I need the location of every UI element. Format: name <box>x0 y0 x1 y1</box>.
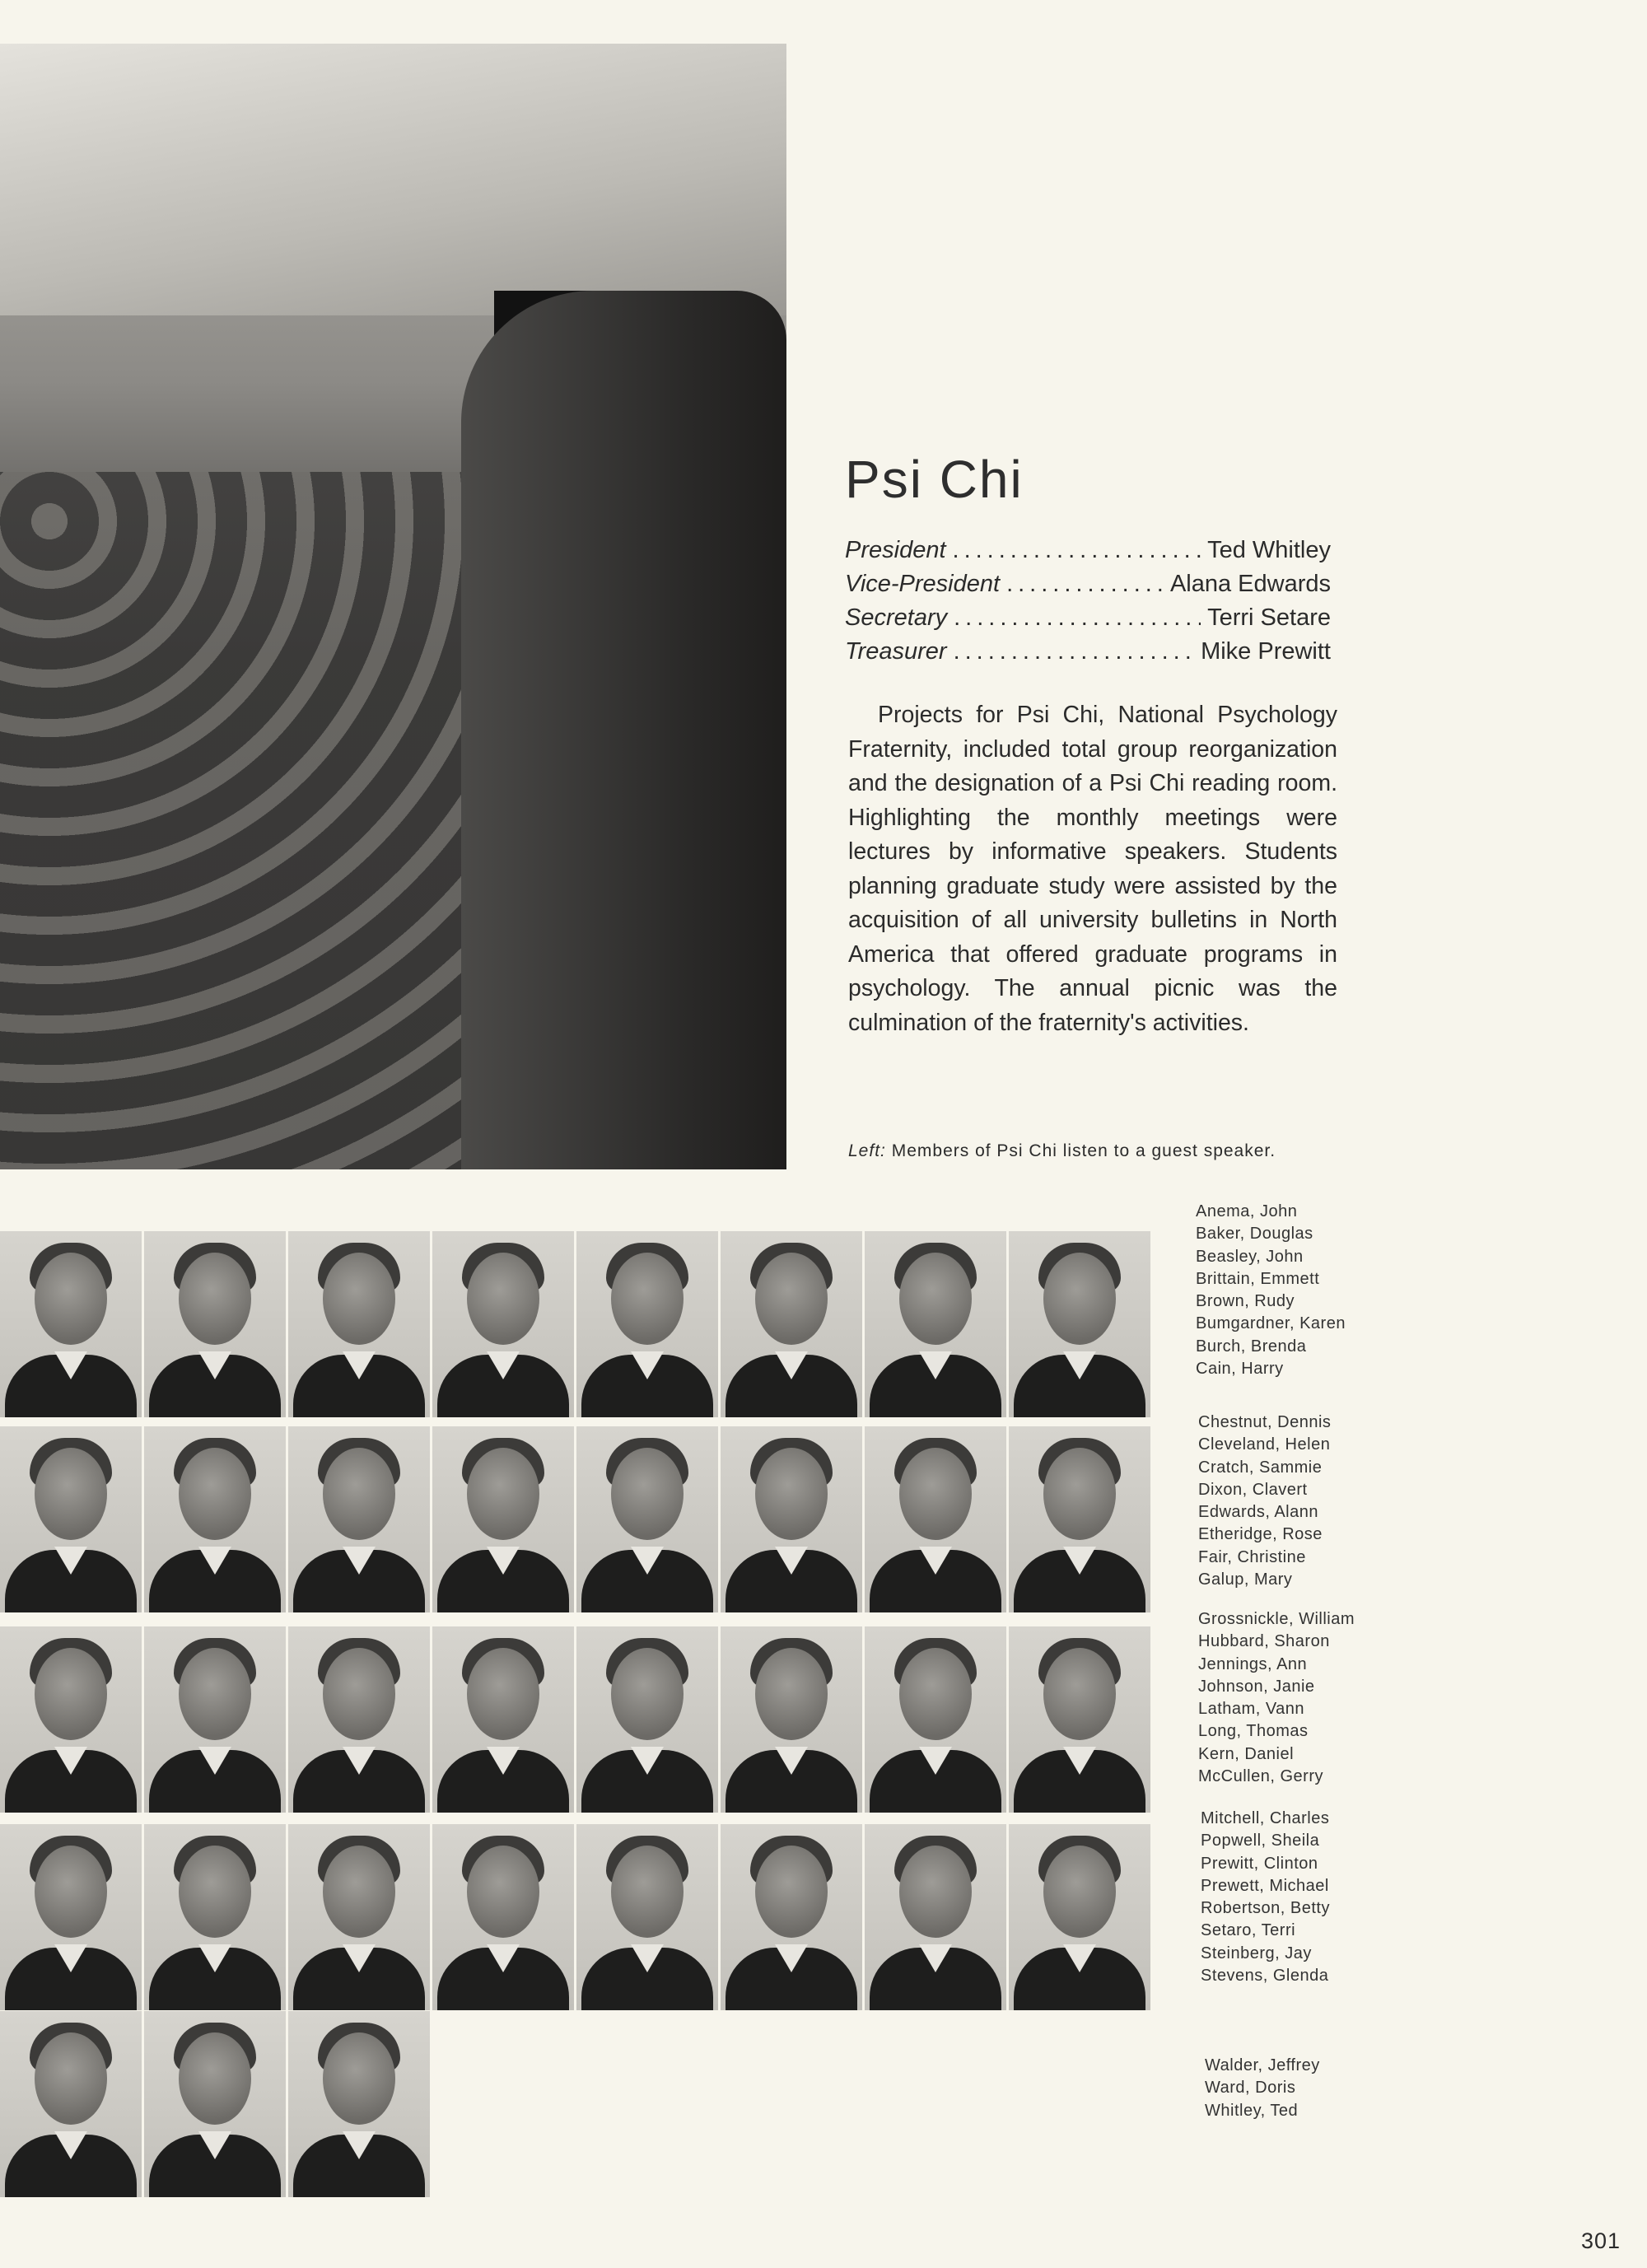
member-name: Baker, Douglas <box>1196 1225 1313 1244</box>
member-portrait <box>0 1426 142 1612</box>
portrait-head <box>1043 1253 1116 1345</box>
officer-role: President <box>845 537 946 563</box>
member-name: Robertson, Betty <box>1201 1899 1330 1918</box>
member-name: McCullen, Gerry <box>1198 1767 1323 1786</box>
member-portrait <box>432 1231 574 1417</box>
member-portrait <box>144 1426 286 1612</box>
member-name: Brown, Rudy <box>1196 1292 1295 1311</box>
officer-row-treasurer <box>845 635 1331 669</box>
portrait-head <box>35 1253 107 1345</box>
member-portrait <box>721 1824 862 2010</box>
portrait-head <box>35 1448 107 1540</box>
portrait-head <box>467 1448 539 1540</box>
name-list-2 <box>1198 1412 1331 1591</box>
member-portrait <box>1009 1231 1150 1417</box>
member-portrait <box>0 2011 142 2197</box>
member-name: Prewett, Michael <box>1201 1876 1329 1895</box>
member-portrait <box>0 1824 142 2010</box>
portrait-head <box>755 1448 828 1540</box>
member-name: Steinberg, Jay <box>1201 1944 1312 1962</box>
main-photo-lecture-audience <box>0 44 786 1169</box>
portrait-head <box>899 1846 972 1938</box>
member-portrait <box>721 1626 862 1813</box>
member-portrait <box>144 1626 286 1813</box>
officers-list <box>845 534 1331 669</box>
portrait-head <box>323 1253 395 1345</box>
member-name: Johnson, Janie <box>1198 1677 1315 1696</box>
portrait-head <box>179 1253 251 1345</box>
member-name: Walder, Jeffrey <box>1205 2056 1320 2074</box>
officer-row-vice-president <box>845 567 1331 601</box>
member-name: Edwards, Alann <box>1198 1503 1318 1522</box>
member-portrait <box>865 1824 1006 2010</box>
member-portrait <box>576 1426 718 1612</box>
portrait-head <box>899 1448 972 1540</box>
dot-leader <box>954 601 1201 635</box>
name-list-3 <box>1198 1608 1355 1788</box>
member-name: Prewitt, Clinton <box>1201 1854 1318 1873</box>
portrait-head <box>611 1846 684 1938</box>
portrait-head <box>179 1846 251 1938</box>
portrait-head <box>35 1648 107 1740</box>
portrait-head <box>323 2032 395 2125</box>
portrait-head <box>35 2032 107 2125</box>
portrait-head <box>179 1448 251 1540</box>
photo-caption <box>848 1141 1276 1161</box>
portrait-head <box>467 1253 539 1345</box>
member-name: Long, Thomas <box>1198 1722 1309 1741</box>
member-name: Cain, Harry <box>1196 1360 1284 1379</box>
officer-row-secretary <box>845 601 1331 635</box>
member-portrait <box>1009 1426 1150 1612</box>
portrait-head <box>899 1648 972 1740</box>
portrait-head <box>611 1648 684 1740</box>
officer-name: Terri Setare <box>1207 604 1331 631</box>
member-portrait <box>1009 1626 1150 1813</box>
member-name: Grossnickle, William <box>1198 1610 1355 1628</box>
member-portrait <box>288 1824 430 2010</box>
officer-name: Ted Whitley <box>1207 537 1331 563</box>
portrait-head <box>467 1846 539 1938</box>
portrait-head <box>179 2032 251 2125</box>
caption-text: Members of Psi Chi listen to a guest speaker. <box>891 1141 1276 1160</box>
member-portrait <box>721 1426 862 1612</box>
member-name: Mitchell, Charles <box>1201 1809 1330 1827</box>
member-name: Whitley, Ted <box>1205 2101 1299 2120</box>
member-name: Galup, Mary <box>1198 1570 1293 1589</box>
member-name: Burch, Brenda <box>1196 1337 1307 1356</box>
member-portrait <box>576 1626 718 1813</box>
portrait-head <box>755 1846 828 1938</box>
member-portrait <box>288 2011 430 2197</box>
photo-ceiling <box>0 44 786 315</box>
member-name: Cleveland, Helen <box>1198 1435 1331 1454</box>
caption-prefix: Left: <box>848 1141 886 1160</box>
member-portrait <box>432 1824 574 2010</box>
member-name: Jennings, Ann <box>1198 1654 1308 1673</box>
name-list-4 <box>1201 1808 1330 1987</box>
officer-role: Vice-President <box>845 571 1001 597</box>
member-portrait <box>144 1231 286 1417</box>
portrait-head <box>1043 1648 1116 1740</box>
member-portrait <box>144 2011 286 2197</box>
member-name: Dixon, Clavert <box>1198 1480 1308 1499</box>
page-number: 301 <box>1581 2228 1621 2253</box>
portrait-head <box>323 1448 395 1540</box>
portrait-grid <box>0 1219 1128 2191</box>
photo-speaker-silhouette <box>461 291 786 1169</box>
member-portrait <box>576 1824 718 2010</box>
portrait-head <box>467 1648 539 1740</box>
member-portrait <box>865 1626 1006 1813</box>
member-name: Bumgardner, Karen <box>1196 1314 1346 1333</box>
member-name: Ward, Doris <box>1205 2079 1296 2098</box>
member-portrait <box>865 1426 1006 1612</box>
portrait-head <box>755 1253 828 1345</box>
member-portrait <box>432 1626 574 1813</box>
member-portrait <box>288 1626 430 1813</box>
portrait-head <box>179 1648 251 1740</box>
portrait-head <box>611 1448 684 1540</box>
member-name: Stevens, Glenda <box>1201 1967 1329 1986</box>
body-paragraph: Projects for Psi Chi, National Psychology Fraternity, included total group reorganization and the designation of a Psi Chi reading room. Highlighting the monthly meetings were lectures by informative speakers. Students planning graduate study were assisted by the acquisition of all university bulletins in North America that offered graduate programs in psychology. The annual picnic was the culmination of the fraternity's activities. <box>848 702 1337 1036</box>
member-name: Kern, Daniel <box>1198 1744 1295 1763</box>
dot-leader <box>1006 567 1164 601</box>
member-portrait <box>576 1231 718 1417</box>
member-name: Brittain, Emmett <box>1196 1269 1320 1288</box>
officer-name: Mike Prewitt <box>1201 638 1331 665</box>
member-name: Etheridge, Rose <box>1198 1525 1323 1544</box>
officer-role: Treasurer <box>845 638 947 665</box>
member-portrait <box>288 1231 430 1417</box>
portrait-head <box>611 1253 684 1345</box>
member-name: Anema, John <box>1196 1202 1298 1220</box>
member-portrait <box>288 1426 430 1612</box>
portrait-head <box>1043 1846 1116 1938</box>
officer-row-president <box>845 534 1331 567</box>
dot-leader <box>954 635 1195 669</box>
portrait-head <box>323 1648 395 1740</box>
member-name: Chestnut, Dennis <box>1198 1413 1332 1431</box>
member-name: Hubbard, Sharon <box>1198 1632 1330 1651</box>
portrait-head <box>1043 1448 1116 1540</box>
dot-leader <box>953 534 1201 567</box>
member-portrait <box>1009 1824 1150 2010</box>
member-name: Latham, Vann <box>1198 1700 1305 1719</box>
member-portrait <box>432 1426 574 1612</box>
member-portrait <box>0 1231 142 1417</box>
member-portrait <box>721 1231 862 1417</box>
portrait-head <box>35 1846 107 1938</box>
name-list-1 <box>1196 1201 1346 1380</box>
officer-name: Alana Edwards <box>1169 571 1331 597</box>
portrait-head <box>755 1648 828 1740</box>
officer-role: Secretary <box>845 604 948 631</box>
member-name: Setaro, Terri <box>1201 1921 1296 1940</box>
member-portrait <box>144 1824 286 2010</box>
member-name: Popwell, Sheila <box>1201 1832 1320 1850</box>
member-name: Cratch, Sammie <box>1198 1458 1323 1477</box>
member-portrait <box>0 1626 142 1813</box>
portrait-head <box>323 1846 395 1938</box>
member-name: Beasley, John <box>1196 1247 1304 1266</box>
member-name: Fair, Christine <box>1198 1547 1306 1566</box>
member-portrait <box>865 1231 1006 1417</box>
portrait-head <box>899 1253 972 1345</box>
name-list-5 <box>1205 2055 1320 2122</box>
page-title: Psi Chi <box>845 450 1024 509</box>
